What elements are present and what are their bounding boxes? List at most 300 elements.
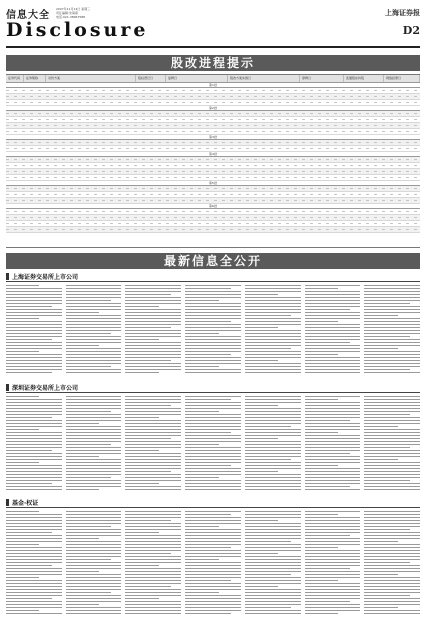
text-line	[245, 408, 301, 409]
masthead-editor: 责任编辑:朱海燕	[56, 11, 79, 15]
text-line	[66, 574, 122, 575]
text-line	[185, 348, 241, 349]
text-line	[364, 285, 420, 286]
text-line	[6, 423, 62, 424]
text-line	[364, 514, 420, 515]
text-line	[245, 450, 301, 451]
text-line	[245, 294, 278, 295]
text-line	[245, 447, 301, 448]
text-line	[305, 547, 338, 548]
latest-info-banner: 最新信息全公开	[6, 253, 420, 269]
text-line	[305, 414, 361, 415]
col-record-date: 股权登记日	[136, 75, 166, 82]
text-line	[305, 598, 361, 599]
text-line	[66, 312, 99, 313]
section-rule	[6, 281, 420, 282]
text-line	[125, 459, 181, 460]
text-line	[364, 291, 420, 292]
text-line	[185, 345, 241, 346]
text-line	[125, 366, 181, 367]
text-line	[245, 291, 301, 292]
text-line	[305, 348, 361, 349]
text-line	[364, 535, 420, 536]
text-line	[305, 532, 361, 533]
text-line	[66, 342, 122, 343]
text-line	[364, 486, 420, 487]
text-line	[245, 565, 301, 566]
text-line	[6, 429, 39, 430]
text-line	[245, 336, 301, 337]
text-line	[364, 360, 420, 361]
text-line	[6, 465, 62, 466]
text-line	[66, 477, 112, 478]
text-line	[245, 529, 301, 530]
text-line	[245, 363, 301, 364]
text-line	[245, 426, 291, 427]
text-line	[185, 333, 218, 334]
text-line	[305, 330, 361, 331]
text-line	[6, 514, 62, 515]
text-line	[125, 363, 181, 364]
text-line	[66, 423, 99, 424]
text-line	[125, 562, 181, 563]
table-batch-separator: 第5批	[6, 181, 420, 186]
text-line	[6, 450, 52, 451]
text-line	[6, 541, 62, 542]
text-line	[305, 423, 361, 424]
article-column	[185, 285, 241, 379]
text-line	[185, 315, 241, 316]
text-line	[125, 306, 158, 307]
text-line	[305, 303, 361, 304]
text-line	[125, 580, 181, 581]
text-line	[245, 327, 278, 328]
text-line	[66, 459, 122, 460]
text-line	[185, 523, 241, 524]
text-line	[125, 360, 171, 361]
text-line	[305, 471, 361, 472]
text-line	[364, 312, 420, 313]
text-line	[305, 462, 361, 463]
text-line	[125, 477, 181, 478]
text-line	[6, 486, 62, 487]
text-line	[6, 520, 62, 521]
text-line	[245, 366, 301, 367]
text-line	[305, 300, 361, 301]
text-line	[185, 339, 241, 340]
text-line	[245, 372, 301, 373]
text-line	[364, 613, 420, 614]
text-line	[305, 517, 361, 518]
text-line	[6, 363, 62, 364]
article-column	[245, 396, 301, 494]
text-line	[185, 586, 241, 587]
text-line	[185, 541, 241, 542]
text-line	[66, 351, 122, 352]
text-line	[66, 562, 122, 563]
text-line	[66, 480, 122, 481]
text-line	[245, 303, 301, 304]
text-line	[364, 408, 420, 409]
text-line	[364, 538, 420, 539]
text-line	[364, 565, 420, 566]
text-line	[364, 366, 420, 367]
text-line	[6, 532, 52, 533]
text-line	[125, 514, 181, 515]
text-line	[185, 336, 241, 337]
text-line	[364, 288, 420, 289]
text-line	[66, 541, 122, 542]
text-line	[66, 300, 112, 301]
text-line	[6, 291, 62, 292]
text-line	[364, 592, 420, 593]
text-line	[364, 423, 420, 424]
text-line	[185, 580, 231, 581]
text-line	[305, 550, 361, 551]
text-line	[6, 477, 62, 478]
text-line	[185, 517, 241, 518]
text-line	[66, 297, 122, 298]
fund-columns	[6, 511, 420, 618]
text-line	[185, 477, 218, 478]
text-line	[245, 559, 301, 560]
text-line	[185, 291, 241, 292]
text-line	[245, 300, 301, 301]
text-line	[364, 468, 420, 469]
text-line	[245, 411, 301, 412]
text-line	[185, 453, 241, 454]
text-line	[185, 402, 241, 403]
text-line	[185, 441, 241, 442]
text-line	[305, 360, 361, 361]
text-line	[66, 333, 112, 334]
text-line	[305, 411, 361, 412]
text-line	[66, 556, 122, 557]
text-line	[185, 559, 218, 560]
text-line	[364, 532, 420, 533]
text-line	[185, 598, 241, 599]
text-line	[6, 538, 62, 539]
text-line	[364, 420, 420, 421]
text-line	[66, 336, 122, 337]
text-line	[66, 568, 122, 569]
text-line	[185, 486, 241, 487]
text-line	[66, 538, 99, 539]
text-line	[364, 294, 420, 295]
text-line	[185, 562, 241, 563]
text-line	[364, 480, 410, 481]
text-line	[125, 586, 171, 587]
text-line	[185, 318, 241, 319]
text-line	[364, 556, 420, 557]
table-batch-separator: 第6批	[6, 204, 420, 209]
text-line	[6, 336, 62, 337]
text-line	[125, 450, 158, 451]
text-line	[6, 604, 62, 605]
reform-table-body	[6, 83, 420, 233]
text-line	[125, 471, 171, 472]
text-line	[305, 318, 361, 319]
text-line	[66, 315, 122, 316]
text-line	[305, 610, 361, 611]
col-holders: 流通股东持股	[344, 75, 384, 82]
text-line	[364, 396, 420, 397]
text-line	[125, 414, 181, 415]
text-line	[125, 610, 181, 611]
text-line	[185, 327, 241, 328]
text-line	[6, 288, 62, 289]
text-line	[185, 354, 231, 355]
text-line	[245, 511, 301, 512]
text-line	[364, 471, 420, 472]
text-line	[125, 318, 181, 319]
text-line	[66, 453, 122, 454]
text-line	[185, 450, 241, 451]
text-line	[364, 541, 397, 542]
text-line	[245, 547, 301, 548]
text-line	[6, 300, 62, 301]
text-line	[185, 520, 241, 521]
text-line	[66, 369, 122, 370]
text-line	[185, 435, 241, 436]
text-line	[245, 471, 278, 472]
text-line	[364, 489, 420, 490]
text-line	[185, 613, 231, 614]
text-line	[66, 324, 122, 325]
text-line	[305, 580, 338, 581]
text-line	[125, 595, 181, 596]
text-line	[6, 511, 39, 512]
text-line	[66, 309, 122, 310]
col-vote-date: 网络投票日	[384, 75, 420, 82]
text-line	[6, 583, 62, 584]
text-line	[6, 529, 62, 530]
text-line	[6, 544, 39, 545]
text-line	[125, 429, 181, 430]
text-line	[185, 610, 241, 611]
text-line	[66, 285, 122, 286]
text-line	[245, 486, 301, 487]
text-line	[66, 613, 122, 614]
text-line	[305, 559, 361, 560]
text-line	[364, 580, 420, 581]
text-line	[66, 565, 122, 566]
text-line	[305, 354, 338, 355]
text-line	[125, 423, 181, 424]
text-line	[185, 297, 241, 298]
text-line	[185, 306, 241, 307]
text-line	[125, 402, 181, 403]
text-line	[66, 360, 122, 361]
article-column	[305, 285, 361, 379]
text-line	[245, 607, 291, 608]
text-line	[66, 426, 122, 427]
text-line	[6, 354, 62, 355]
text-line	[245, 610, 301, 611]
text-line	[305, 297, 361, 298]
text-line	[245, 351, 301, 352]
text-line	[66, 294, 122, 295]
text-line	[364, 450, 420, 451]
text-line	[364, 595, 410, 596]
text-line	[125, 604, 181, 605]
text-line	[66, 348, 122, 349]
text-line	[364, 429, 420, 430]
text-line	[305, 583, 361, 584]
text-line	[185, 405, 241, 406]
text-line	[245, 441, 301, 442]
text-line	[305, 447, 361, 448]
text-line	[125, 598, 158, 599]
text-line	[6, 327, 62, 328]
text-line	[125, 333, 181, 334]
text-line	[245, 583, 301, 584]
text-line	[6, 399, 62, 400]
reform-table	[6, 74, 420, 248]
table-batch-separator: 第1批	[6, 83, 420, 88]
text-line	[125, 453, 181, 454]
text-line	[66, 583, 122, 584]
text-line	[125, 468, 181, 469]
text-line	[66, 441, 122, 442]
text-line	[364, 354, 420, 355]
text-line	[185, 285, 241, 286]
text-line	[185, 447, 241, 448]
text-line	[305, 571, 361, 572]
text-line	[66, 408, 122, 409]
text-line	[245, 306, 301, 307]
text-line	[6, 408, 62, 409]
text-line	[6, 459, 62, 460]
text-line	[6, 517, 62, 518]
text-line	[364, 604, 420, 605]
text-line	[125, 577, 181, 578]
text-line	[125, 417, 158, 418]
text-line	[125, 483, 158, 484]
text-line	[66, 511, 122, 512]
text-line	[125, 465, 181, 466]
text-line	[66, 529, 122, 530]
text-line	[245, 526, 301, 527]
text-line	[245, 577, 301, 578]
text-line	[305, 459, 361, 460]
text-line	[305, 351, 361, 352]
text-line	[305, 306, 361, 307]
text-line	[6, 348, 62, 349]
text-line	[245, 354, 301, 355]
text-line	[305, 535, 351, 536]
text-line	[125, 556, 181, 557]
text-line	[66, 396, 122, 397]
text-line	[66, 354, 122, 355]
text-line	[245, 462, 301, 463]
text-line	[185, 553, 241, 554]
text-line	[245, 595, 301, 596]
text-line	[305, 336, 361, 337]
text-line	[245, 480, 301, 481]
text-line	[66, 438, 122, 439]
text-line	[305, 321, 338, 322]
text-line	[125, 288, 181, 289]
text-line	[245, 402, 301, 403]
article-column	[185, 511, 241, 618]
text-line	[364, 462, 420, 463]
text-line	[125, 369, 181, 370]
text-line	[6, 595, 62, 596]
text-line	[185, 330, 241, 331]
text-line	[364, 517, 420, 518]
text-line	[185, 429, 241, 430]
article-column	[66, 511, 122, 618]
text-line	[364, 306, 420, 307]
text-line	[66, 598, 122, 599]
col-implement-date: 股改方案实施日	[228, 75, 300, 82]
article-column	[6, 511, 62, 618]
text-line	[305, 369, 361, 370]
text-line	[6, 435, 62, 436]
text-line	[305, 523, 361, 524]
text-line	[125, 517, 181, 518]
text-line	[66, 330, 122, 331]
text-line	[364, 544, 420, 545]
text-line	[245, 468, 301, 469]
text-line	[305, 432, 338, 433]
text-line	[125, 432, 181, 433]
text-line	[245, 562, 301, 563]
text-line	[66, 306, 122, 307]
masthead-date: 2007年11月14日 星期三	[56, 7, 91, 11]
text-line	[364, 610, 420, 611]
text-line	[185, 526, 218, 527]
section-rule	[6, 392, 420, 393]
text-line	[305, 574, 361, 575]
text-line	[66, 604, 99, 605]
text-line	[245, 399, 301, 400]
text-line	[185, 459, 241, 460]
article-column	[245, 511, 301, 618]
text-line	[6, 426, 62, 427]
text-line	[125, 438, 171, 439]
text-line	[6, 309, 62, 310]
text-line	[364, 586, 420, 587]
text-line	[6, 297, 62, 298]
text-line	[125, 315, 181, 316]
text-line	[245, 339, 301, 340]
text-line	[245, 444, 301, 445]
text-line	[6, 589, 62, 590]
text-line	[66, 327, 122, 328]
masthead	[6, 4, 420, 50]
text-line	[305, 324, 361, 325]
text-line	[6, 360, 62, 361]
text-line	[245, 571, 301, 572]
text-line	[125, 294, 171, 295]
text-line	[6, 312, 62, 313]
text-line	[305, 538, 361, 539]
text-line	[185, 351, 241, 352]
text-line	[185, 372, 241, 373]
text-line	[6, 318, 39, 319]
text-line	[125, 435, 181, 436]
text-line	[66, 372, 122, 373]
text-line	[6, 550, 62, 551]
text-line	[245, 453, 301, 454]
text-line	[125, 354, 181, 355]
article-column	[125, 511, 181, 618]
text-line	[66, 514, 122, 515]
text-line	[245, 483, 301, 484]
text-line	[66, 366, 112, 367]
